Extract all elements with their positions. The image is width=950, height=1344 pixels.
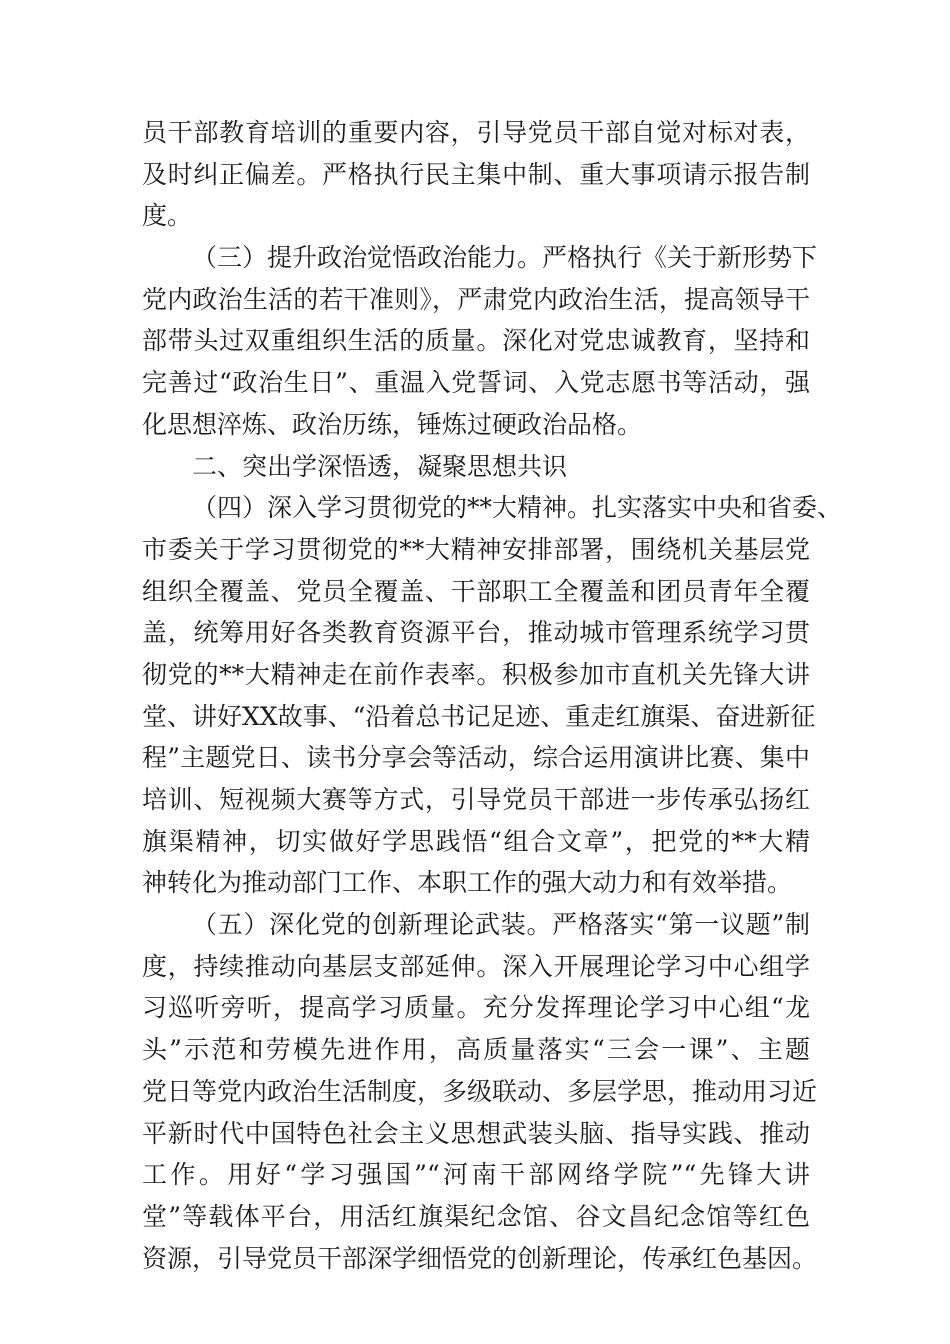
- text-line: 党日等党内政治生活制度，多级联动、多层学思，推动用习近: [142, 1076, 818, 1106]
- text-line: 工作。用好“学习强国”“河南干部网络学院”“先锋大讲: [142, 1160, 810, 1190]
- text-line: 度，持续推动向基层支部延伸。深入开展理论学习中心组学: [142, 951, 810, 981]
- text-line: 度。: [142, 201, 193, 231]
- text-line: 化思想淬炼、政治历练，锤炼过硬政治品格。: [142, 409, 643, 439]
- text-line: 完善过“政治生日”、重温入党誓词、入党志愿书等活动，强: [142, 368, 810, 398]
- text-line: 盖，统筹用好各类教育资源平台，推动城市管理系统学习贯: [142, 618, 810, 648]
- text-line: 彻党的**大精神走在前作表率。积极参加市直机关先锋大讲: [142, 659, 810, 689]
- text-line: 组织全覆盖、党员全覆盖、干部职工全覆盖和团员青年全覆: [142, 576, 810, 606]
- text-line: 党内政治生活的若干准则》，严肃党内政治生活，提高领导干: [142, 284, 810, 314]
- text-line: 神转化为推动部门工作、本职工作的强大动力和有效举措。: [142, 868, 793, 898]
- text-line: 部带头过双重组织生活的质量。深化对党忠诚教育，坚持和: [142, 326, 810, 356]
- section-4-heading-line: （四）深入学习贯彻党的**大精神。扎实落实中央和省委、: [192, 493, 843, 523]
- section-5-heading-line: （五）深化党的创新理论武装。严格落实“第一议题”制: [192, 910, 810, 940]
- text-line: 堂”等载体平台，用活红旗渠纪念馆、谷文昌纪念馆等红色: [142, 1201, 810, 1231]
- section-3-heading-line: （三）提升政治觉悟政治能力。严格执行《关于新形势下: [192, 243, 818, 273]
- text-line: 市委关于学习贯彻党的**大精神安排部署，围绕机关基层党: [142, 534, 810, 564]
- text-line: 平新时代中国特色社会主义思想武装头脑、指导实践、推动: [142, 1118, 810, 1148]
- text-line: 习巡听旁听，提高学习质量。充分发挥理论学习中心组“龙: [142, 993, 810, 1023]
- text-line: 程”主题党日、读书分享会等活动，综合运用演讲比赛、集中: [142, 743, 810, 773]
- text-line: 头”示范和劳模先进作用，高质量落实“三会一课”、主题: [142, 1035, 810, 1065]
- text-line: 堂、讲好XX故事、“沿着总书记足迹、重走红旗渠、奋进新征: [142, 701, 816, 731]
- section-heading-2: 二、突出学深悟透，凝聚思想共识: [192, 451, 568, 481]
- text-line: 培训、短视频大赛等方式，引导党员干部进一步传承弘扬红: [142, 785, 810, 814]
- text-line: 及时纠正偏差。严格执行民主集中制、重大事项请示报告制: [142, 159, 810, 189]
- text-line: 员干部教育培训的重要内容，引导党员干部自觉对标对表，: [142, 118, 810, 147]
- document-body: [142, 112, 843, 1279]
- text-line: 资源，引导党员干部深学细悟党的创新理论，传承红色基因。: [142, 1243, 818, 1273]
- text-line: 旗渠精神，切实做好学思践悟“组合文章”，把党的**大精: [142, 826, 810, 856]
